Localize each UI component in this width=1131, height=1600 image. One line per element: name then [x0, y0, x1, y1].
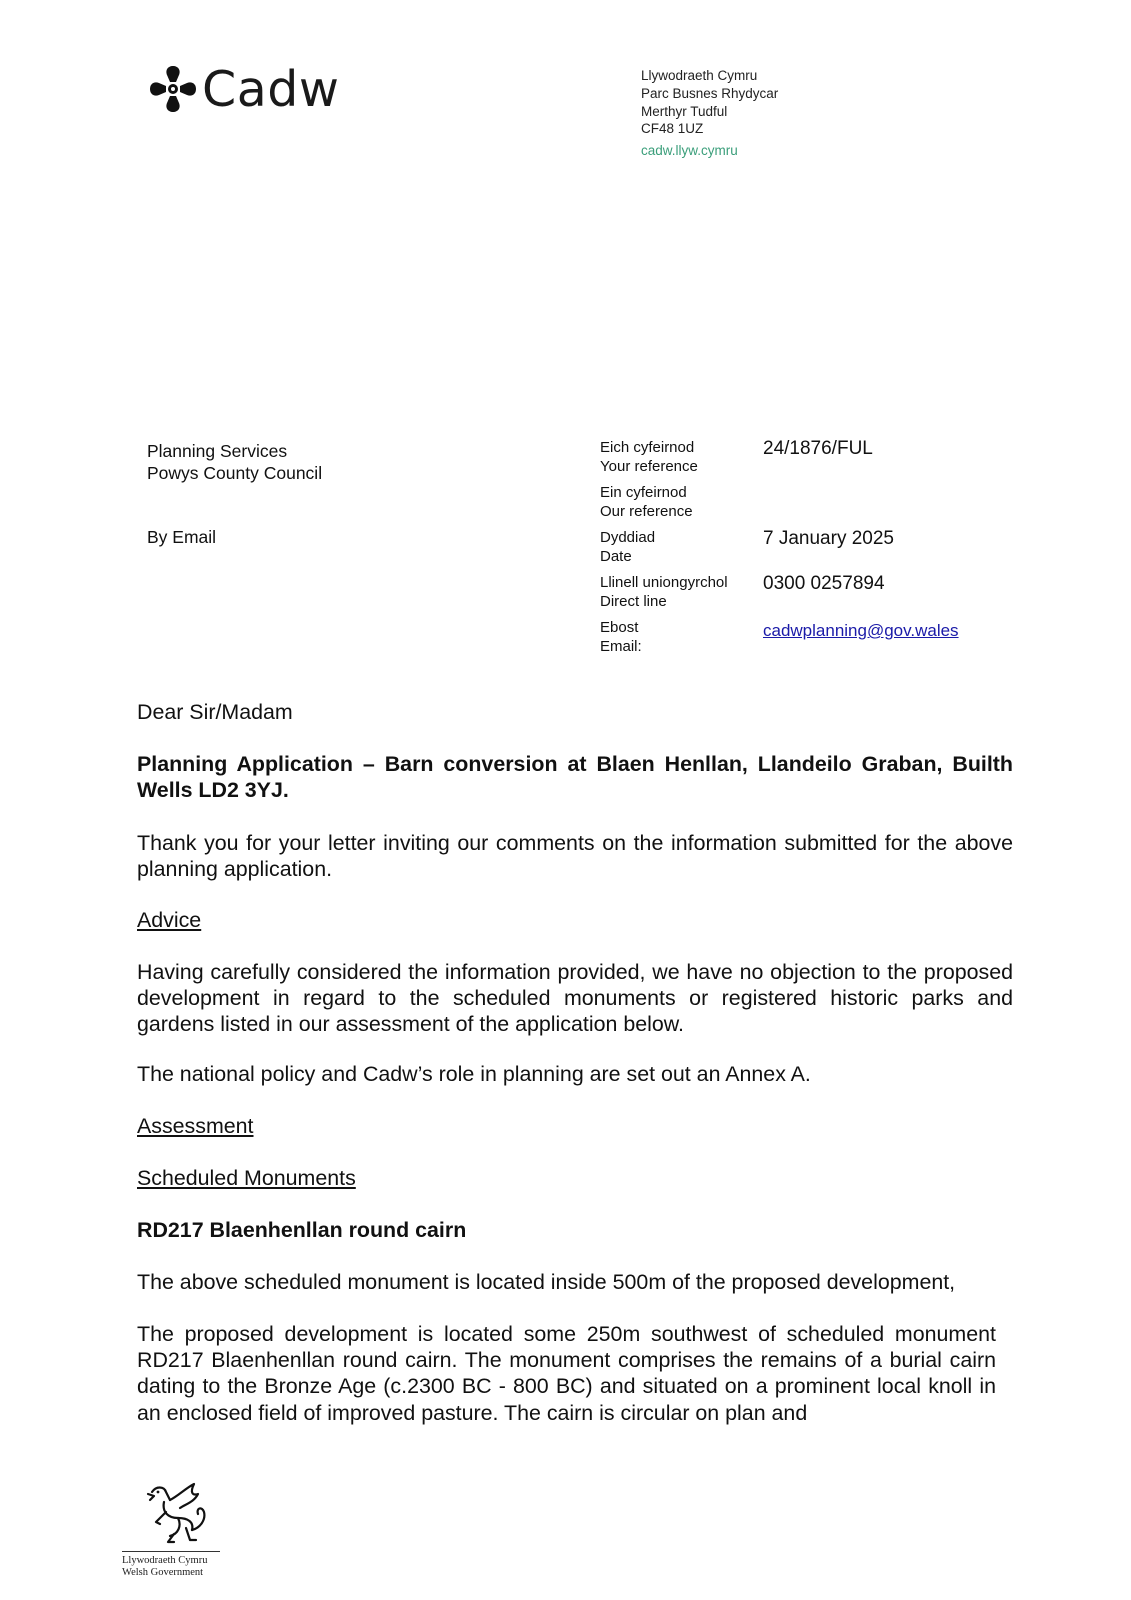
celtic-cross-icon — [148, 64, 198, 114]
ref-value: 24/1876/FUL — [763, 438, 873, 459]
heading-scheduled-monuments — [137, 1165, 1013, 1191]
address-line: Llywodraeth Cymru — [641, 68, 758, 83]
ref-label-english: Our reference — [600, 502, 693, 520]
monument-title: RD217 Blaenhenllan round cairn — [137, 1218, 467, 1242]
ref-label-welsh: Eich cyfeirnod — [600, 439, 695, 456]
ref-label-english: Your reference — [600, 457, 698, 475]
address-line: CF48 1UZ — [641, 121, 704, 137]
paragraph-description: The proposed development is located some 250m southwest of scheduled monument RD217 Blaenhenllan round cairn. The monument comprises the remains of a burial cairn dating to the Bronze Age (c.2300 BC - 800 BC) and situated on a prominent local knoll in an enclosed field of improved pasture. The cairn is circular on plan and — [137, 1322, 996, 1425]
ref-label-english: Email: — [600, 637, 642, 655]
ref-label-english: Date — [600, 547, 632, 565]
ref-value: 0300 0257894 — [763, 573, 885, 594]
ref-label-welsh: Llinell uniongyrchol — [600, 574, 728, 591]
address-line: Parc Busnes Rhydycar — [641, 85, 779, 101]
gov-name-welsh: Llywodraeth Cymru — [122, 1555, 208, 1566]
paragraph-thanks: Thank you for your letter inviting our comments on the information submitted for the above planning application. — [137, 831, 1013, 882]
ref-label-welsh: Dyddiad — [600, 529, 656, 546]
gov-name-english: Welsh Government — [122, 1567, 204, 1578]
email-link[interactable]: cadwplanning@gov.wales — [763, 621, 959, 640]
paragraph-advice: Having carefully considered the information provided, we have no objection to the proposed development in regard to the scheduled monuments or registered historic parks and gardens listed in our assessment of the application below. — [137, 960, 1013, 1037]
delivery-method: By Email — [147, 527, 217, 547]
heading-advice-text: Advice — [137, 908, 202, 932]
welsh-government-logo — [122, 1478, 222, 1579]
recipient-block — [147, 440, 322, 484]
welsh-dragon-icon — [134, 1478, 214, 1546]
heading-assessment-text: Assessment — [137, 1114, 254, 1138]
heading-advice — [137, 907, 1013, 933]
ref-label-welsh: Ein cyfeirnod — [600, 484, 687, 501]
heading-scheduled-text: Scheduled Monuments — [137, 1166, 356, 1190]
paragraph-located: The above scheduled monument is located inside 500m of the proposed development, — [137, 1270, 956, 1294]
logo-divider — [122, 1551, 220, 1552]
salutation: Dear Sir/Madam — [137, 700, 293, 724]
ref-label-english: Direct line — [600, 592, 667, 610]
website-link[interactable]: cadw.llyw.cymru — [641, 143, 738, 159]
paragraph-policy: The national policy and Cadw’s role in planning are set out an Annex A. — [137, 1062, 811, 1086]
cadw-logo-text: Cadw — [202, 60, 340, 118]
recipient-line: Planning Services — [147, 441, 288, 461]
ref-label-welsh: Ebost — [600, 619, 639, 636]
cadw-logo — [148, 60, 340, 118]
subject-line: Planning Application – Barn conversion at Blaen Henllan, Llandeilo Graban, Builth Wells LD2 3YJ. — [137, 752, 1013, 803]
address-line: Merthyr Tudful — [641, 103, 728, 119]
ref-value: 7 January 2025 — [763, 528, 894, 549]
recipient-line: Powys County Council — [147, 463, 323, 483]
sender-address — [641, 67, 778, 160]
heading-assessment — [137, 1113, 1013, 1139]
